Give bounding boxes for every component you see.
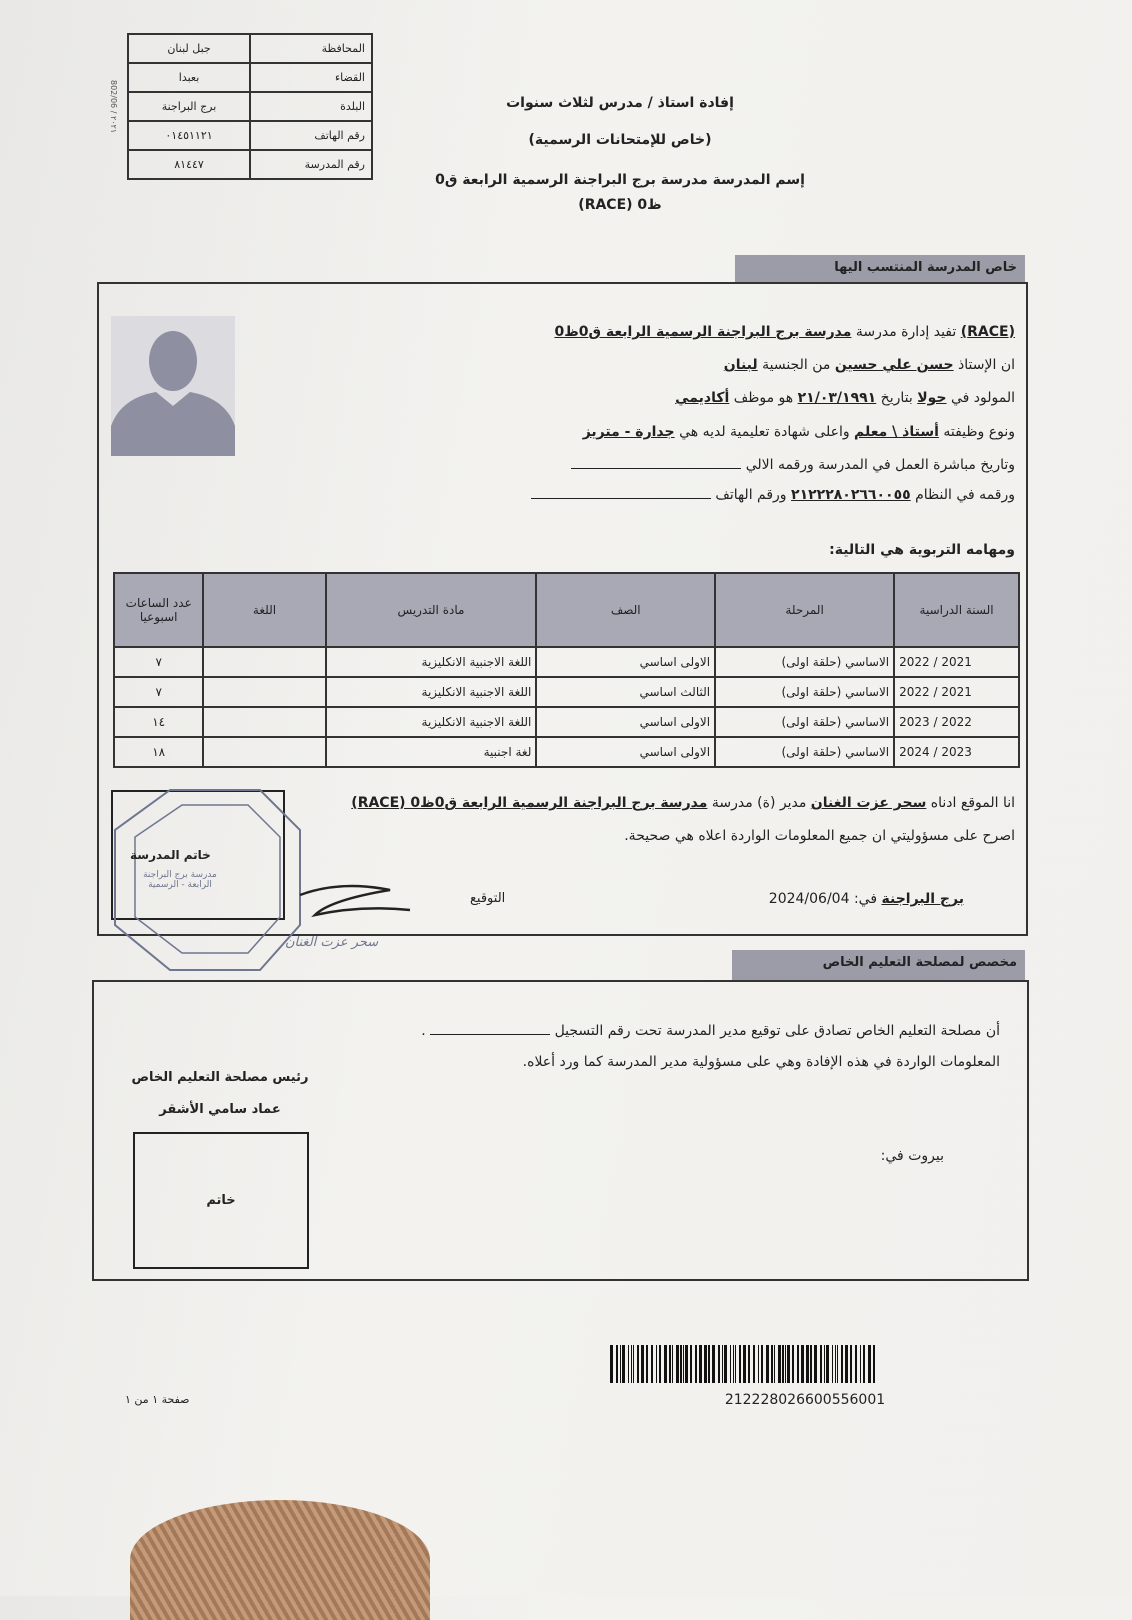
head-name: عماد سامي الأشقر (159, 1102, 281, 1117)
cell-subject: لغة اجنبية (326, 737, 537, 767)
cell-stage: الاساسي (حلقة اولى) (715, 677, 894, 707)
cell-language (203, 707, 325, 737)
info-row (128, 92, 372, 121)
column-header: الصف (536, 573, 715, 647)
cell-language (203, 737, 325, 767)
education-stamp-box: خاتم (133, 1132, 309, 1269)
attestation-line-1: انا الموقع ادناه سحر عزت الغنان مدير (ة) مدرسة مدرسة برج البراجنة الرسمية الرابعة ق0ظ0 (RACE) (351, 795, 1015, 811)
person-silhouette-icon (111, 316, 235, 456)
cell-grade: الاولى اساسي (536, 737, 715, 767)
section-school-heading: خاص المدرسة المنتسب اليها (735, 255, 1025, 283)
cell-grade: الثالث اساسي (536, 677, 715, 707)
head-title: رئيس مصلحة التعليم الخاص (131, 1070, 309, 1085)
line-school: (RACE) تفيد إدارة مدرسة مدرسة برج البراجنة الرسمية الرابعة ق0ظ0 (554, 324, 1015, 340)
fabric-background (130, 1500, 430, 1620)
duties-heading: ومهامه التربوية هي التالية: (829, 542, 1015, 558)
cell-grade: الاولى اساسي (536, 707, 715, 737)
info-label: البلدة (250, 92, 372, 121)
cell-language (203, 677, 325, 707)
info-row (128, 150, 372, 179)
cell-stage: الاساسي (حلقة اولى) (715, 737, 894, 767)
stamp-text: مدرسة برج البراجنة الرابعة - الرسمية (143, 870, 217, 890)
cell-stage: الاساسي (حلقة اولى) (715, 707, 894, 737)
cell-year: 2023 / 2022 (894, 707, 1019, 737)
info-label: القضاء (250, 63, 372, 92)
school-name-line: إسم المدرسة مدرسة برج البراجنة الرسمية الرابعة ق0 (435, 172, 805, 188)
section-education-heading: مخصص لمصلحة التعليم الخاص (732, 950, 1025, 980)
cell-language (203, 647, 325, 677)
info-label: رقم الهاتف (250, 121, 372, 150)
cell-subject: اللغة الاجنبية الانكليزية (326, 677, 537, 707)
info-value: بعبدا (128, 63, 250, 92)
barcode (610, 1345, 1000, 1383)
info-label: رقم المدرسة (250, 150, 372, 179)
column-header: عدد الساعات اسبوعيا (114, 573, 203, 647)
cell-year: 2024 / 2023 (894, 737, 1019, 767)
beirut-date: بيروت في: (880, 1148, 944, 1164)
info-value: ٠١٤٥١١٢١ (128, 121, 250, 150)
line-teacher: ان الإستاذ حسن علي حسين من الجنسية لبنان (723, 357, 1015, 373)
line-start-date: وتاريخ مباشرة العمل في المدرسة ورقمه الالي (571, 456, 1015, 473)
column-header: السنة الدراسية (894, 573, 1019, 647)
info-row (128, 63, 372, 92)
info-row (128, 121, 372, 150)
column-header: المرحلة (715, 573, 894, 647)
school-info-table (127, 33, 373, 180)
info-row (128, 34, 372, 63)
stamp-label: خاتم المدرسة (130, 848, 211, 862)
info-value: برج البراجنة (128, 92, 250, 121)
info-value: جبل لبنان (128, 34, 250, 63)
document-title: إفادة استاذ / مدرس لثلاث سنوات (506, 95, 734, 111)
line-job: ونوع وظيفته أستاذ \ معلم واعلى شهادة تعليمية لديه هي جدارة - متريز (582, 424, 1015, 440)
table-row (114, 647, 1019, 677)
column-header: اللغة (203, 573, 325, 647)
cell-hours: ٧ (114, 677, 203, 707)
school-name-line-2: ظ0 (RACE) (578, 197, 662, 213)
ratification-line-1: أن مصلحة التعليم الخاص تصادق على توقيع مدير المدرسة تحت رقم التسجيل . (421, 1023, 1000, 1039)
place-date: برج البراجنة في: 2024/06/04 (768, 891, 964, 907)
cell-hours: ٧ (114, 647, 203, 677)
teacher-photo (111, 316, 235, 456)
barcode-number: 21222802660055600​1 (724, 1392, 886, 1408)
cell-hours: ١٨ (114, 737, 203, 767)
cell-stage: الاساسي (حلقة اولى) (715, 647, 894, 677)
info-value: ٨١٤٤٧ (128, 150, 250, 179)
teacher-name: حسن علي حسين (834, 357, 954, 373)
cell-year: 2022 / 2021 (894, 647, 1019, 677)
signature-label: التوقيع (470, 891, 506, 906)
handwritten-name: سحر عزت الغنان (285, 935, 379, 950)
cell-subject: اللغة الاجنبية الانكليزية (326, 707, 537, 737)
side-code: 802/06 / ٢٠٢١ (109, 80, 118, 134)
duties-table (113, 572, 1020, 768)
line-birth: المولود في حولا بتاريخ ٢١/٠٣/١٩٩١ هو موظف أكاديمي (675, 390, 1015, 406)
cell-subject: اللغة الاجنبية الانكليزية (326, 647, 537, 677)
column-header: مادة التدريس (326, 573, 537, 647)
info-label: المحافظة (250, 34, 372, 63)
cell-year: 2022 / 2021 (894, 677, 1019, 707)
cell-hours: ١٤ (114, 707, 203, 737)
page-number: صفحة ١ من ١ (125, 1393, 190, 1406)
cell-grade: الاولى اساسي (536, 647, 715, 677)
attestation-line-2: اصرح على مسؤوليتي ان جميع المعلومات الواردة اعلاه هي صحيحة. (624, 828, 1015, 844)
ratification-line-2: المعلومات الواردة في هذه الإفادة وهي على مسؤولية مدير المدرسة كما ورد أعلاه. (522, 1054, 1000, 1070)
table-row (114, 677, 1019, 707)
document-subtitle: (خاص للإمتحانات الرسمية) (528, 132, 712, 148)
table-row (114, 707, 1019, 737)
line-system-number: ورقمه في النظام ٢١٢٢٢٨٠٢٦٦٠٠٥٥ ورقم الهاتف (531, 486, 1015, 503)
table-row (114, 737, 1019, 767)
